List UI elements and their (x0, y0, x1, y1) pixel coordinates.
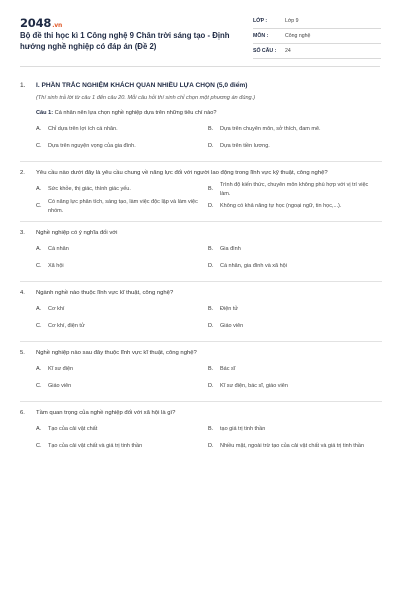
question-5 (20, 349, 382, 358)
option-letter: B. (208, 306, 214, 313)
option-letter: C. (36, 443, 42, 450)
option-letter: D. (208, 323, 214, 330)
option-d[interactable] (208, 258, 380, 275)
option-b[interactable] (208, 361, 380, 378)
option-c[interactable] (36, 438, 208, 455)
meta-value: 24 (285, 48, 291, 54)
option-letter: D. (208, 383, 214, 390)
option-letter: A. (36, 246, 42, 253)
option-b[interactable] (208, 301, 380, 318)
option-text: Xã hội (48, 263, 64, 270)
option-c[interactable] (36, 318, 208, 335)
option-text: Dựa trên nguyện vọng của gia đình. (48, 143, 136, 150)
meta-label: MÔN : (253, 33, 269, 39)
question-number: 4. (20, 290, 25, 296)
question-divider (20, 341, 382, 342)
option-text: Cơ khí (48, 306, 65, 313)
option-text: Có năng lực phân tích, sáng tạo, làm việc độc lập và làm việc nhóm. (48, 199, 198, 214)
option-b[interactable] (208, 241, 380, 258)
question-text: Yêu cầu nào dưới đây là yêu cầu chung về năng lực đối với người lao động trong lĩnh vực kỹ thuật, công nghệ? (36, 170, 328, 176)
option-text: Nhiều mặt, ngoài trừ tạo của cải vật chất và giá trị tinh thần (220, 443, 365, 450)
document-title: Bộ đề thi học kì 1 Công nghệ 9 Chân trời sáng tạo - Định hướng nghề nghiệp có đáp án (Đề 2) (20, 31, 230, 51)
option-d[interactable] (208, 378, 380, 395)
option-letter: D. (208, 203, 214, 210)
option-letter: A. (36, 306, 42, 313)
meta-row-class (253, 14, 381, 29)
meta-row-count (253, 44, 381, 59)
option-text: Sức khỏe, thị giác, thính giác yếu. (48, 186, 131, 193)
option-b[interactable] (208, 421, 380, 438)
question-2 (20, 169, 382, 178)
question-6-options (36, 421, 382, 455)
option-text: Điện tử (220, 306, 239, 313)
question-number: 5. (20, 350, 25, 356)
option-b[interactable] (208, 121, 380, 138)
option-letter: B. (208, 246, 214, 253)
question-1 (36, 110, 382, 121)
meta-row-subject (253, 29, 381, 44)
section-heading (20, 82, 382, 95)
option-text: Chỉ dựa trên lợi ích cá nhân. (48, 126, 118, 133)
question-list (20, 82, 382, 455)
section-note: (Thí sinh trả lời từ câu 1 đến câu 20. Mỗi câu hỏi thí sinh chỉ chọn một phương án đúng.) (36, 95, 256, 101)
option-text: Cá nhân (48, 246, 69, 253)
question-2-options (36, 181, 382, 215)
option-text: Trình độ kiến thức, chuyên môn không phù hợp với vị trí việc làm. (220, 182, 369, 197)
option-letter: B. (208, 426, 214, 433)
option-text: Tạo của cải vật chất và giá trị tinh thần (48, 443, 143, 450)
option-d[interactable] (208, 318, 380, 335)
question-number: 3. (20, 230, 25, 236)
section-title: I. PHẦN TRẮC NGHIỆM KHÁCH QUAN NHIỀU LỰA CHỌN (5,0 điểm) (36, 82, 248, 89)
document-meta (253, 14, 381, 59)
option-text: Gia đình (220, 246, 241, 253)
meta-value: Lớp 9 (285, 18, 299, 24)
option-a[interactable] (36, 241, 208, 258)
question-4-options (36, 301, 382, 335)
option-letter: B. (208, 366, 214, 373)
option-letter: A. (36, 126, 42, 133)
question-divider (20, 221, 382, 222)
option-text: Dựa trên chuyên môn, sở thích, đam mê. (220, 126, 321, 133)
option-text: Kĩ sư điện, bác sĩ, giáo viên (220, 383, 288, 390)
option-letter: C. (36, 383, 42, 390)
option-letter: A. (36, 186, 42, 193)
option-a[interactable] (36, 181, 208, 198)
option-letter: B. (208, 126, 214, 133)
option-d[interactable] (208, 198, 380, 215)
option-letter: C. (36, 263, 42, 270)
option-text: Bác sĩ (220, 366, 236, 373)
question-divider (20, 401, 382, 402)
question-6 (20, 409, 382, 418)
option-b[interactable] (208, 181, 380, 198)
question-3-options (36, 241, 382, 275)
option-c[interactable] (36, 138, 208, 155)
option-letter: B. (208, 186, 214, 193)
option-text: Cơ khí, điện tử (48, 323, 85, 330)
option-letter: C. (36, 323, 42, 330)
question-3 (20, 229, 382, 238)
option-text: Tạo của cải vật chất (48, 426, 98, 433)
meta-value: Công nghệ (285, 33, 311, 39)
document-header (0, 0, 400, 62)
question-text: Nghề nghiệp có ý nghĩa đối với (36, 230, 118, 236)
question-number: 6. (20, 410, 25, 416)
section-number: 1. (20, 82, 26, 89)
option-text: tạo giá trị tinh thần (220, 426, 266, 433)
option-letter: A. (36, 366, 42, 373)
question-divider (20, 161, 382, 162)
question-divider (20, 281, 382, 282)
question-5-options (36, 361, 382, 395)
option-text: Giáo viên (220, 323, 244, 330)
question-1-options (36, 121, 382, 155)
option-text: Cá nhân, gia đình và xã hội (220, 263, 287, 270)
meta-label: LỚP : (253, 18, 268, 24)
option-c[interactable] (36, 378, 208, 395)
option-letter: C. (36, 203, 42, 210)
question-4 (20, 289, 382, 298)
question-1-text: Cá nhân nên lựa chọn nghề nghiệp dựa trên những tiêu chí nào? (54, 110, 217, 116)
question-number: 2. (20, 170, 25, 176)
question-1-label: Câu 1: (36, 110, 54, 116)
question-text: Tầm quan trọng của nghề nghiệp đối với xã hội là gì? (36, 410, 176, 416)
option-a[interactable] (36, 121, 208, 138)
header-divider (20, 66, 380, 67)
option-letter: D. (208, 263, 214, 270)
option-text: Kĩ sư điện (48, 366, 74, 373)
option-text: Giáo viên (48, 383, 72, 390)
option-letter: A. (36, 426, 42, 433)
option-d[interactable] (208, 138, 380, 155)
site-logo[interactable] (20, 16, 62, 30)
option-text: Không có khả năng tự học (ngoại ngữ, tin học,...). (220, 203, 342, 210)
option-letter: D. (208, 143, 214, 150)
option-text: Dựa trên tiền lương. (220, 143, 270, 150)
option-c[interactable] (36, 198, 208, 215)
option-a[interactable] (36, 421, 208, 438)
option-a[interactable] (36, 301, 208, 318)
logo-main: 2048 (20, 16, 52, 30)
option-c[interactable] (36, 258, 208, 275)
option-a[interactable] (36, 361, 208, 378)
logo-suffix: .vn (52, 22, 63, 29)
question-text: Nghề nghiệp nào sau đây thuộc lĩnh vực kĩ thuật, công nghệ? (36, 350, 197, 356)
option-letter: D. (208, 443, 214, 450)
option-letter: C. (36, 143, 42, 150)
question-text: Ngành nghề nào thuộc lĩnh vực kĩ thuật, công nghệ? (36, 290, 174, 296)
meta-label: SỐ CÂU : (253, 48, 277, 54)
option-d[interactable] (208, 438, 380, 455)
